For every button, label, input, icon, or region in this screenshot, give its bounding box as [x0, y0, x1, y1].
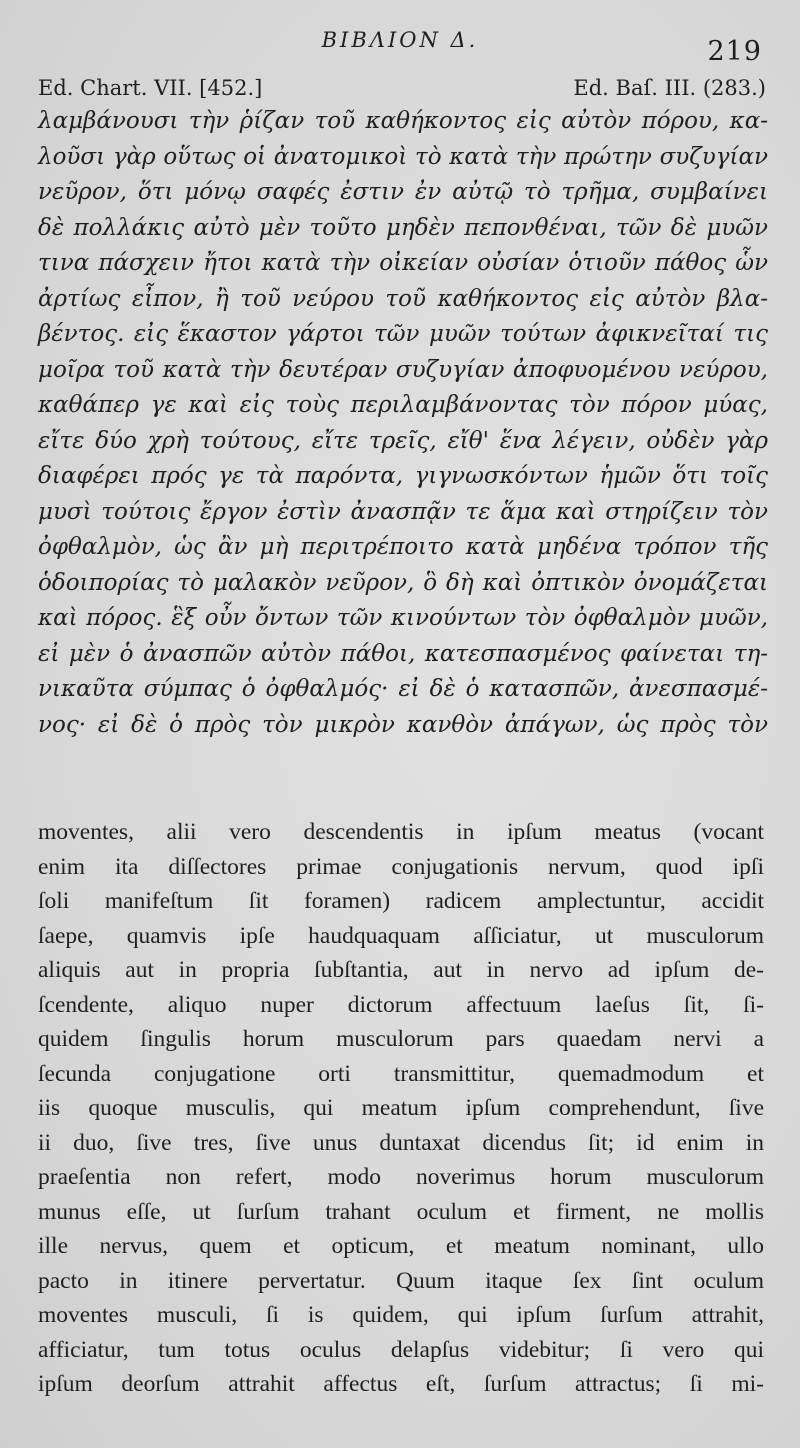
latin-text-line: munus eſſe, ut ſurſum trahant oculum et firment, ne mollis [38, 1198, 764, 1225]
greek-text-block [38, 104, 768, 743]
greek-text-line: ἀρτίως εἶπον, ἢ τοῦ νεύρου τοῦ καθήκοντος εἰς αὐτὸν βλα- [38, 285, 768, 312]
latin-text-block [38, 815, 764, 1402]
greek-text-line: νικαῦτα σύμπας ὁ ὀφθαλμός· εἰ δὲ ὁ κατασπῶν, ἀνεσπασμέ- [38, 676, 768, 702]
greek-text-line: λαμβάνουσι τὴν ῥίζαν τοῦ καθήκοντος εἰς αὐτὸν πόρου, κα- [38, 108, 768, 134]
greek-text-line: δὲ πολλάκις αὐτὸ μὲν τοῦτο μηδὲν πεπονθέναι, τῶν δὲ μυῶν [38, 214, 768, 241]
latin-text-line: pacto in itinere pervertatur. Quum itaque ſex ſint oculum [38, 1267, 764, 1294]
greek-text-line: διαφέρει πρός γε τὰ παρόντα, γιγνωσκόντων ἡμῶν ὅτι τοῖς [38, 463, 768, 489]
latin-text-line: praeſentia non refert, modo noverimus horum musculorum [38, 1164, 764, 1190]
latin-text-line: enim ita diſſectores primae conjugationis nervum, quod ipſi [38, 853, 764, 880]
greek-text-line: εἰ μὲν ὁ ἀνασπῶν αὐτὸν πάθοι, κατεσπασμένος φαίνεται τη- [38, 640, 768, 667]
page-number: 219 [707, 36, 762, 67]
latin-text-line: ſaepe, quamvis ipſe haudquaquam aſſiciatur, ut musculorum [38, 922, 764, 949]
latin-text-line: quidem ſingulis horum musculorum pars quaedam nervi a [38, 1026, 764, 1052]
greek-text-line: τινα πάσχειν ἤτοι κατὰ τὴν οἰκείαν οὐσίαν ὁτιοῦν πάθος ὧν [38, 250, 768, 276]
latin-text-line: ſecunda conjugatione orti transmittitur, quemadmodum et [38, 1060, 764, 1087]
latin-text-line: ii duo, ſive tres, ſive unus duntaxat dicendus ſit; id enim in [38, 1129, 764, 1156]
greek-text-line: μυσὶ τούτοις ἔργον ἐστὶν ἀνασπᾷν τε ἅμα καὶ στηρίζειν τὸν [38, 498, 768, 525]
latin-text-line: ſoli manifeſtum ſit foramen) radicem amplectuntur, accidit [38, 888, 764, 914]
greek-text-line: εἴτε δύο χρὴ τούτους, εἴτε τρεῖς, εἴθ' ἕνα λέγειν, οὐδὲν γὰρ [38, 427, 768, 454]
greek-text-line: βέντος. εἰς ἕκαστον γάρτοι τῶν μυῶν τούτων ἀφικνεῖταί τις [38, 321, 768, 347]
greek-text-line: καὶ πόρος. ἓξ οὖν ὄντων τῶν κινούντων τὸν ὀφθαλμὸν μυῶν, [38, 605, 768, 631]
running-head: BIBΛΙΟΝ Δ. [321, 28, 479, 52]
latin-text-line: moventes musculi, ſi is quidem, qui ipſum ſurſum attrahit, [38, 1302, 764, 1328]
greek-text-line: νος· εἰ δὲ ὁ πρὸς τὸν μικρὸν κανθὸν ἀπάγων, ὡς πρὸς τὸν [38, 711, 768, 738]
latin-text-line: aliquis aut in propria ſubſtantia, aut in nervo ad ipſum de- [38, 957, 764, 983]
greek-text-line: ὁδοιπορίας τὸ μαλακὸν νεῦρον, ὃ δὴ καὶ ὀπτικὸν ὀνομάζεται [38, 569, 768, 596]
latin-text-line: ipſum deorſum attrahit affectus eſt, ſurſum attractus; ſi mi- [38, 1371, 764, 1397]
latin-text-line: iis quoque musculis, qui meatum ipſum comprehendunt, ſive [38, 1095, 764, 1121]
greek-text-line: καθάπερ γε καὶ εἰς τοὺς περιλαμβάνοντας τὸν πόρον μύας, [38, 392, 768, 418]
greek-text-line: μοῖρα τοῦ κατὰ τὴν δευτέραν συζυγίαν ἀποφυομένου νεύρου, [38, 356, 768, 383]
greek-text-line: ὀφθαλμὸν, ὡς ἂν μὴ περιτρέποιτο κατὰ μηδένα τρόπον τῆς [38, 534, 768, 560]
edition-reference-chartier: Ed. Chart. VII. [452.] [38, 76, 263, 100]
edition-reference-basel: Ed. Baſ. III. (283.) [573, 76, 766, 100]
latin-text-line: ſcendente, aliquo nuper dictorum affectuum laeſus ſit, ſi- [38, 991, 764, 1018]
latin-text-line: moventes, alii vero descendentis in ipſum meatus (vocant [38, 819, 764, 845]
greek-text-line: λοῦσι γὰρ οὕτως οἱ ἀνατομικοὶ τὸ κατὰ τὴν πρώτην συζυγίαν [38, 143, 768, 170]
latin-text-line: afficiatur, tum totus oculus delapſus videbitur; ſi vero qui [38, 1336, 764, 1363]
latin-text-line: ille nervus, quem et opticum, et meatum nominant, ullo [38, 1233, 764, 1259]
greek-text-line: νεῦρον, ὅτι μόνῳ σαφές ἐστιν ἐν αὐτῷ τὸ τρῆμα, συμβαίνει [38, 179, 768, 205]
